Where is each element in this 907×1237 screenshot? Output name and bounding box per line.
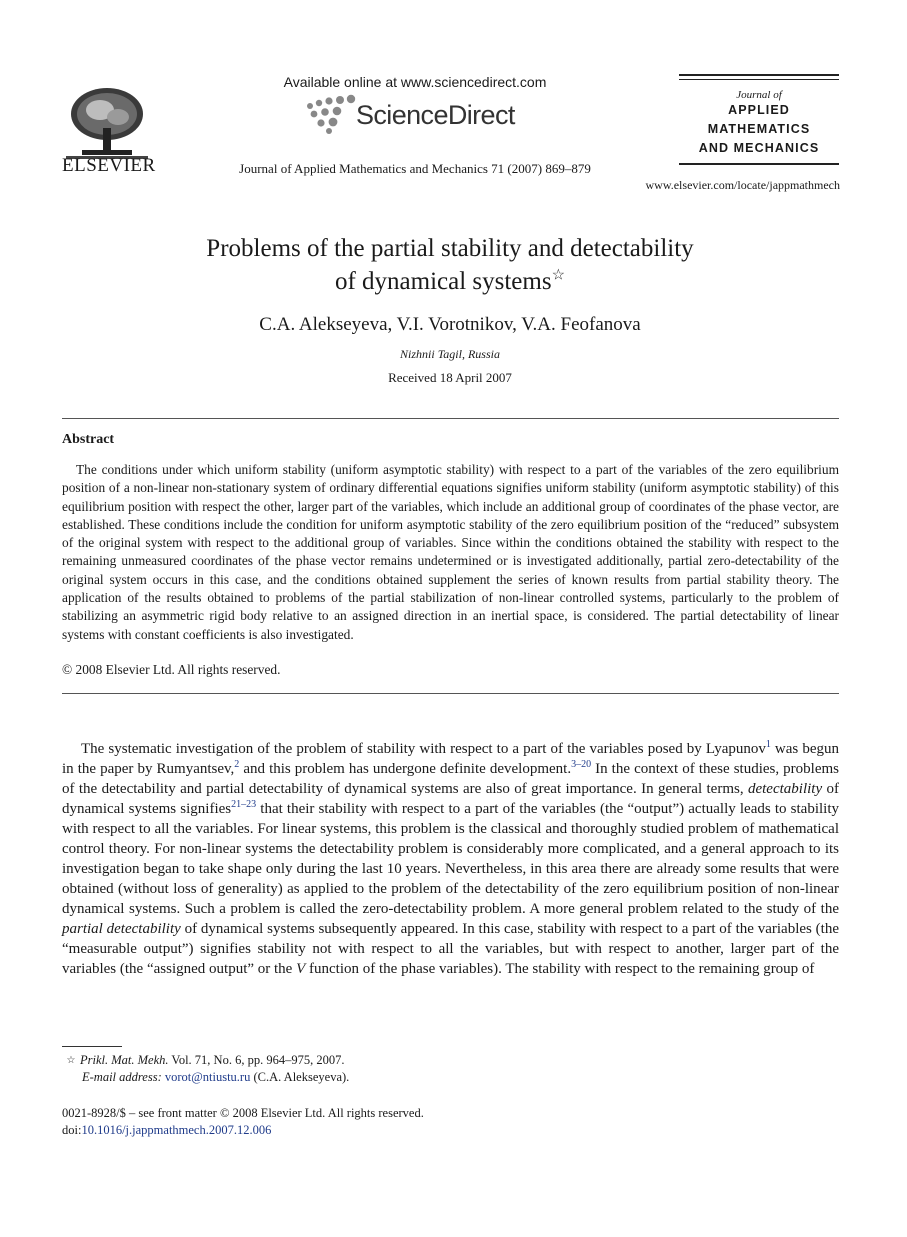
- body-text: and this problem has undergone definite development.: [239, 761, 572, 777]
- body-text: was begun in the paper by Rumyantsev,: [62, 741, 839, 777]
- affiliation: Nizhnii Tagil, Russia: [400, 347, 500, 361]
- abstract-text: The conditions under which uniform stability (uniform asymptotic stability) with respect to a part of the variables of the zero equilibrium position of a non-linear non-stationary system of ordinary differential equations signifies uniform stability (uniform asymptotic stability) of this equilibrium position with respect the other, larger part of the variables, which include an additional group of coordinates of the phase vector, are established. These conditions include the condition for uniform asymptotic stability of the zero equilibrium position of the “reduced” subsystem of the original system with respect to the additional group of variables. Since within the conditions obtained the stability with respect to the remaining unmeasured coordinates of the phase vector remains undetermined or is investigated additionally, partial zero-detectability of the original system occurs in this case, and the conditions obtained supplement the series of known results from partial stability theory. The application of the results obtained to problems of the partial stabilization of non-linear controlled systems, particularly to the problem of stabilizing an asymmetric rigid body relative to an assigned direction in an inertial space, is considered. The partial detectability of linear systems with constant coefficients is also investigated.: [62, 462, 839, 642]
- doi-link[interactable]: 10.1016/j.jappmathmech.2007.12.006: [81, 1123, 272, 1137]
- citation-link[interactable]: 21–23: [231, 799, 257, 810]
- doi-label: doi:: [62, 1123, 82, 1137]
- body-text: In the context of these studies, problems of the detectability and partial detectability of dynamical systems are also of great importance. In general terms,: [62, 761, 839, 797]
- body-text: function of the phase variables). The stability with respect to the remaining group of: [305, 961, 815, 977]
- footnote: [62, 1052, 839, 1086]
- body-text: that their stability with respect to a part of the variables (the “output”) actually leads to stability with respect to all the variables. For linear systems, this problem is the classical and thoroughly studied problem of mathematical control theory. For non-linear systems the detectability problem is considerably more complicated, and a general approach to its investigation began to take shape only during the last 10 years. Nevertheless, in this area there are already some results that were obtained (without loss of generality) as applied to the problem of the detectability of the zero equilibrium position of non-linear dynamical systems. Such a problem is called the zero-detectability problem. A more general problem related to the study of the: [62, 801, 840, 917]
- footnote-star-icon: ☆: [66, 1055, 76, 1066]
- abstract-copyright: © 2008 Elsevier Ltd. All rights reserved.: [62, 662, 281, 677]
- body-text: of dynamical systems signifies: [62, 781, 839, 817]
- journal-title-box: [679, 74, 839, 165]
- emphasis-text: detectability: [747, 781, 823, 797]
- footnote-divider: [62, 1046, 122, 1047]
- title-footnote-star-icon[interactable]: ☆: [551, 267, 566, 284]
- received-date: Received 18 April 2007: [388, 370, 512, 385]
- emphasis-text: partial detectability: [62, 921, 181, 937]
- divider: [679, 79, 839, 80]
- authors: C.A. Alekseyeva, V.I. Vorotnikov, V.A. Feofanova: [259, 314, 641, 335]
- journal-box-line1: APPLIED: [728, 103, 790, 117]
- front-matter-info: [62, 1105, 424, 1139]
- available-online-text[interactable]: Available online at www.sciencedirect.com: [283, 74, 547, 90]
- body-paragraph: [62, 739, 839, 979]
- journal-box-script: Journal of: [736, 89, 782, 101]
- journal-url-link[interactable]: www.elsevier.com/locate/jappmathmech: [645, 178, 840, 192]
- citation-link[interactable]: 1: [765, 739, 771, 750]
- citation-link[interactable]: 2: [234, 759, 240, 770]
- footnote-source-details: Vol. 71, No. 6, pp. 964–975, 2007.: [168, 1053, 345, 1067]
- elsevier-wordmark: ELSEVIER: [62, 155, 156, 176]
- email-label: E-mail address:: [82, 1070, 162, 1084]
- journal-citation: Journal of Applied Mathematics and Mechanics 71 (2007) 869–879: [239, 161, 591, 176]
- title-line-2: of dynamical systems: [334, 268, 552, 295]
- divider: [679, 163, 839, 165]
- issn-line: 0021-8928/$ – see front matter © 2008 Elsevier Ltd. All rights reserved.: [62, 1106, 424, 1120]
- abstract-heading: Abstract: [62, 432, 115, 447]
- divider: [62, 418, 839, 419]
- journal-box-line3: AND MECHANICS: [698, 141, 820, 155]
- journal-box-line2: MATHEMATICS: [707, 122, 811, 136]
- article-title: [100, 232, 800, 298]
- sciencedirect-wordmark[interactable]: ScienceDirect: [356, 100, 515, 130]
- divider: [679, 74, 839, 76]
- citation-link[interactable]: 3–20: [571, 759, 592, 770]
- emphasis-text: V: [296, 961, 306, 977]
- body-text: of dynamical systems subsequently appeared. In this case, stability with respect to a part of the variables (the “measurable output”) signifies stability not with respect to all the variables, but with respect to another, larger part of the variables (the “assigned output” or the: [62, 921, 839, 977]
- divider: [62, 693, 839, 694]
- footnote-source-journal: Prikl. Mat. Mekh.: [80, 1053, 169, 1067]
- email-owner: (C.A. Alekseyeva).: [250, 1070, 350, 1084]
- body-text: The systematic investigation of the problem of stability with respect to a part of the variables posed by Lyapunov: [81, 741, 766, 757]
- title-line-1: Problems of the partial stability and detectability: [206, 235, 694, 262]
- email-link[interactable]: vorot@ntiustu.ru: [164, 1070, 251, 1084]
